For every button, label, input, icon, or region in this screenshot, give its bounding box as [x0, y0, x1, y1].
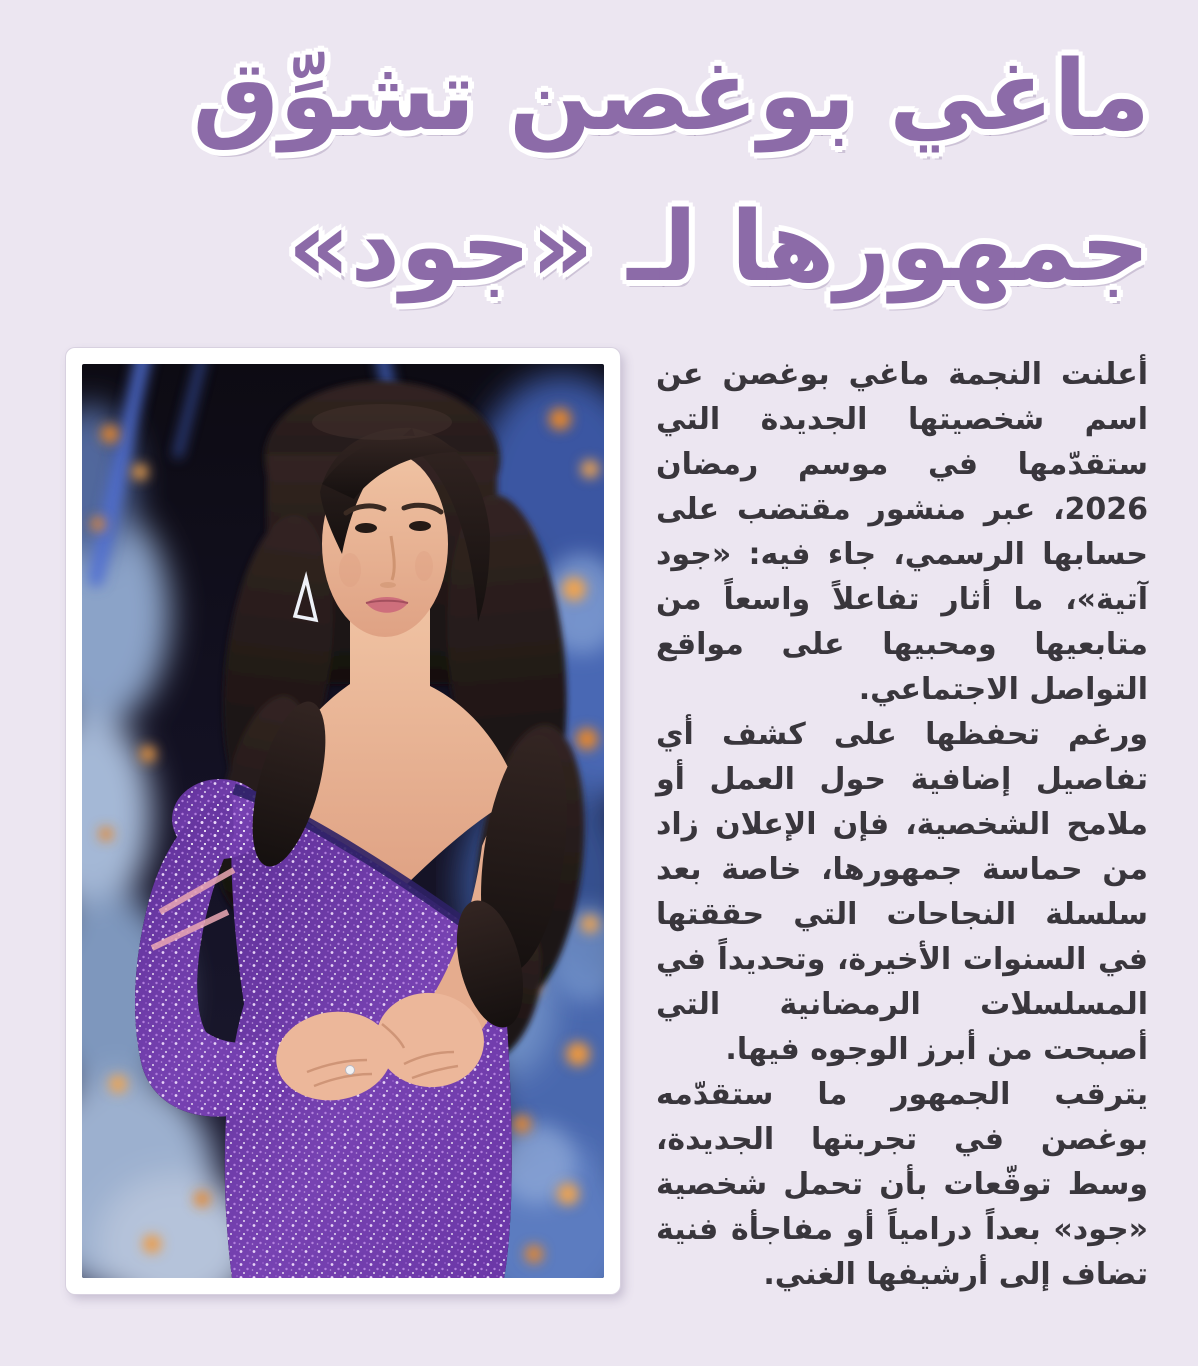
headline-line-2: جمهورها لـ «جود» — [287, 190, 1150, 304]
article-headline — [193, 20, 1150, 323]
article-body — [656, 352, 1148, 1297]
article-paragraph-2: ورغم تحفظها على كشف أي تفاصيل إضافية حول العمل أو ملامح الشخصية، فإن الإعلان زاد من حماسة جمهورها، خاصة بعد سلسلة النجاحات التي حققتها في السنوات الأخيرة، وتحديداً في المسلسلات الرمضانية التي أصبحت من أبرز الوجوه فيها. — [656, 717, 1148, 1067]
article-paragraph-3: يترقب الجمهور ما ستقدّمه بوغصن في تجربتها الجديدة، وسط توقّعات بأن تحمل شخصية «جود» بعداً درامياً أو مفاجأة فنية تضاف إلى أرشيفها الغني. — [656, 1077, 1148, 1292]
photo-frame — [66, 348, 620, 1294]
celebrity-photo — [82, 364, 604, 1278]
ring — [346, 1066, 355, 1075]
headline-line-1: ماغي بوغصن تشوِّق — [192, 39, 1150, 152]
article-paragraph-1: أعلنت النجمة ماغي بوغصن عن اسم شخصيتها الجديدة التي ستقدّمها في موسم رمضان 2026، عبر منشور مقتضب على حسابها الرسمي، جاء فيه: «جود آتية»، ما أثار تفاعلاً واسعاً من متابعيها ومحبيها على مواقع التواصل الاجتماعي. — [656, 357, 1148, 707]
